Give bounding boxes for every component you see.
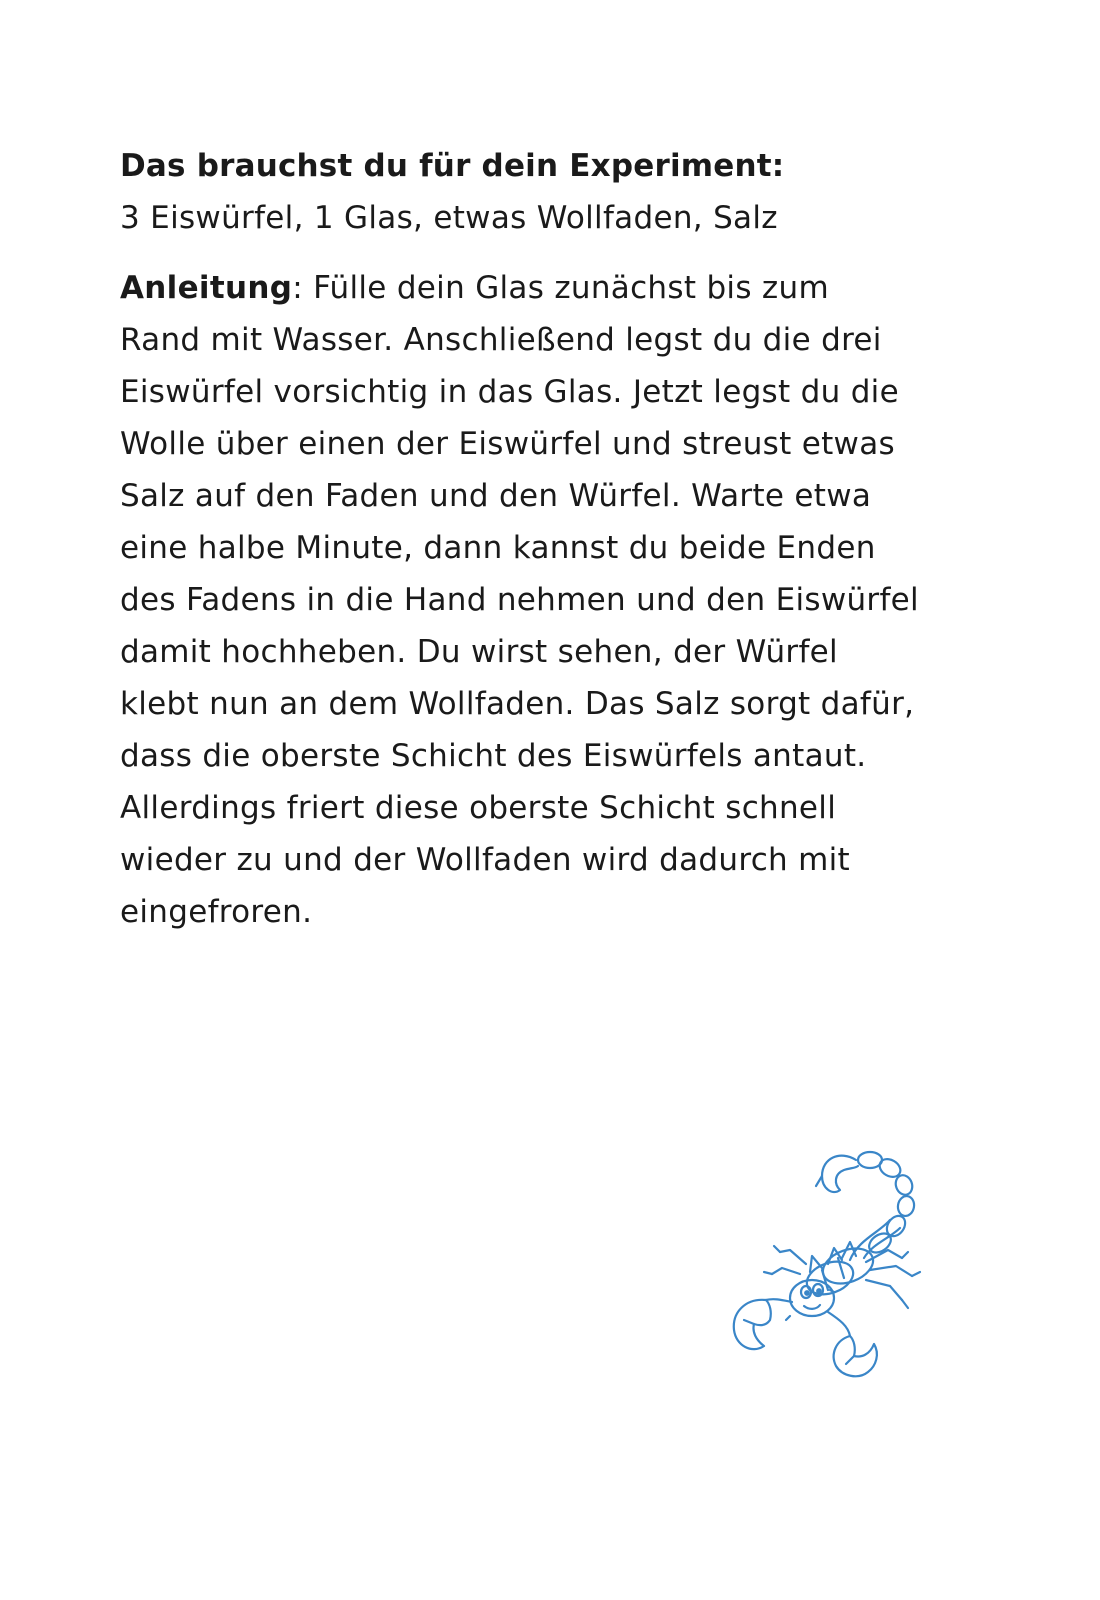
- instructions-line: Wolle über einen der Eiswürfel und streust etwas: [120, 426, 895, 462]
- instructions-first-line: Fülle dein Glas zunächst bis zum: [302, 270, 829, 306]
- instructions-line: wieder zu und der Wollfaden wird dadurch mit: [120, 842, 850, 878]
- instructions-line: klebt nun an dem Wollfaden. Das Salz sorgt dafür,: [120, 686, 915, 722]
- instructions-line: [120, 262, 1000, 314]
- instructions-line: Salz auf den Faden und den Würfel. Warte etwa: [120, 478, 872, 514]
- instructions-label-separator: :: [292, 270, 303, 306]
- instructions-line: Eiswürfel vorsichtig in das Glas. Jetzt legst du die: [120, 374, 899, 410]
- instructions-line: eingefroren.: [120, 894, 313, 930]
- instructions-line: damit hochheben. Du wirst sehen, der Würfel: [120, 634, 838, 670]
- instructions-line: eine halbe Minute, dann kannst du beide Enden: [120, 530, 876, 566]
- materials-heading: Das brauchst du für dein Experiment:: [120, 148, 785, 184]
- instructions-line: dass die oberste Schicht des Eiswürfels antaut.: [120, 738, 867, 774]
- instructions-paragraph: [120, 262, 1000, 938]
- materials-list: 3 Eiswürfel, 1 Glas, etwas Wollfaden, Salz: [120, 200, 778, 236]
- instructions-line: Allerdings friert diese oberste Schicht schnell: [120, 790, 837, 826]
- instructions-label: Anleitung: [120, 270, 293, 306]
- experiment-text: [120, 140, 1000, 938]
- instructions-line: des Fadens in die Hand nehmen und den Eiswürfel: [120, 582, 919, 618]
- scorpion-icon: [730, 1140, 970, 1385]
- instructions-line: Rand mit Wasser. Anschließend legst du die drei: [120, 322, 882, 358]
